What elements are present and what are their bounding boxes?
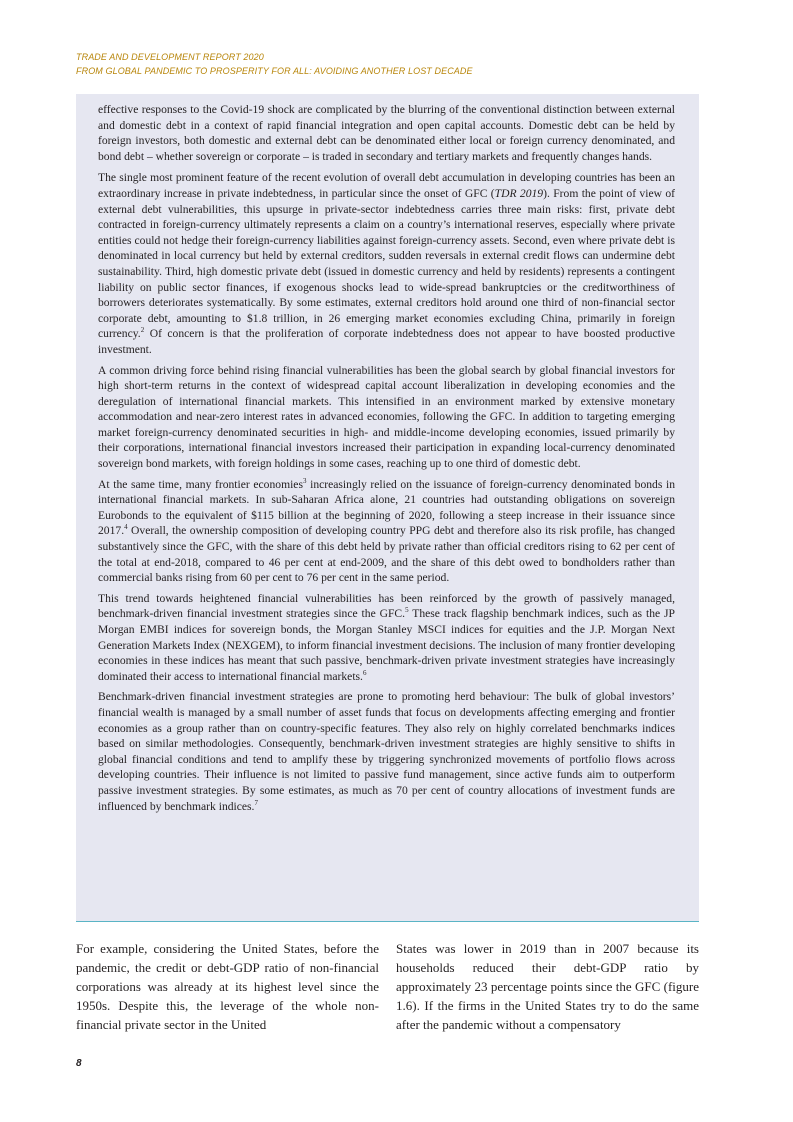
footnote-ref: 2 bbox=[140, 326, 145, 335]
footnote-ref: 6 bbox=[362, 668, 367, 677]
boxed-text-panel bbox=[76, 94, 699, 922]
box-paragraph-1: effective responses to the Covid-19 shock are complicated by the blurring of the conventional distinction between external and domestic debt in a context of rapid financial integration and open capital accounts. Domestic debt can be held by foreign investors, both domestic and external debt can be denominated either local or foreign currency denominated, and bond debt – whether sovereign or corporate – is traded in secondary and tertiary markets and frequently changes hands. bbox=[98, 103, 675, 163]
box-paragraph-6: Benchmark-driven financial investment strategies are prone to promoting herd behaviour: The bulk of global investors’ financial wealth is managed by a small number of asset funds that focus on developments affecting emerging and frontier economies as a group rather than on country-specific features. They also rely on highly correlated benchmarks indices based on similar methodologies. Consequently, benchmark-driven investment strategies are highly sensitive to shifts in global financial conditions and tend to amplify these by triggering synchronized movements of portfolio flows across developing countries. Their influence is not limited to passive fund management, since active funds aim to outperform passive investment strategies. By some estimates, as much as 70 per cent of country allocations of investment funds are influenced by benchmark indices.$^7$ bbox=[98, 690, 675, 813]
box-paragraph-5: This trend towards heightened financial vulnerabilities has been reinforced by the growth of passively managed, benchmark-driven financial investment strategies since the GFC.$^5$ These track flagship benchmark indices, such as the JP Morgan EMBI indices for sovereign bonds, the Morgan Stanley MSCI indices for equities and the J.P. Morgan Next Generation Markets Index (NEXGEM), to inform financial investment decisions. The inclusion of many frontier developing economies in these indices has meant that such passive, benchmark-driven private investment strategies have increasingly dominated their access to international financial markets.$^6$ bbox=[98, 591, 675, 683]
page-number: 8 bbox=[76, 1058, 82, 1069]
box-paragraph-2: The single most prominent feature of the recent evolution of overall debt accumulation in developing countries has been an extraordinary increase in private indebtedness, in particular since the onset of GFC (TDR 2019). From the point of view of external debt vulnerabilities, this upsurge in private-sector indebtedness carries three main risks: first, private debt contracted in foreign-currency ultimately represents a claim on a country’s international reserves, especially where private entities could not hedge their foreign-currency liabilities against foreign-currency assets. Second, even where private debt is denominated in local currency but held by external creditors, sudden reversals in external credit flows can undermine debt sustainability. Third, high domestic private debt (issued in domestic currency and held by residents) represents a contingent liability on public sector finances, if exogenous shocks lead to wide-spread bankruptcies or the creditworthiness of borrowers deteriorates systematically. By some estimates, external creditors hold around one third of non-financial sector corporate debt, amounting to $1.8 trillion, in 26 emerging market economies excluding China, primarily in foreign currency.$^2$ Of concern is that the proliferation of corporate indebtedness does not appear to have boosted productive investment. bbox=[98, 171, 675, 356]
body-column-right: States was lower in 2019 than in 2007 because its households reduced their debt-GDP ratio by approximately 23 percentage points since the GFC (figure 1.6). If the firms in the United States try to do the same after the pandemic without a compensatory bbox=[396, 941, 699, 1032]
footnote-ref: 7 bbox=[254, 798, 258, 807]
footnote-ref: 5 bbox=[405, 606, 409, 615]
box-paragraph-3: A common driving force behind rising financial vulnerabilities has been the global search by global financial investors for high short-term returns in the context of widespread capital account liberalization in developing economies and the deregulation of international financial markets. This intensified in an environment marked by extensive monetary accommodation and near-zero interest rates in advanced economies, following the GFC. In addition to targeting emerging market foreign-currency denominated securities in high- and middle-income developing economies, issued primarily by their corporations, international financial investors increased their participation in expanding local-currency denominated sovereign bond markets, with foreign holdings in some cases, reaching up to one third of domestic debt. bbox=[98, 363, 675, 471]
footnote-ref: 4 bbox=[124, 523, 128, 532]
tdr-citation: TDR 2019 bbox=[494, 186, 544, 200]
box-paragraph-4: At the same time, many frontier economies$^3$ increasingly relied on the issuance of foreign-currency denominated bonds in international financial markets. In sub-Saharan Africa alone, 21 countries had outstanding obligations on sovereign Eurobonds to the equivalent of $115 billion at the beginning of 2020, following a steep increase in their issuance since 2017.$^4$ Overall, the ownership composition of developing country PPG debt and therefore also its risk profile, has changed substantively since the GFC, with the share of this debt held by private rather than official creditors rising to 62 per cent of the total at end-2018, compared to 46 per cent at end-2009, and the share of this debt owed to bondholders rather than commercial banks rising from 60 per cent to 76 per cent in the same period. bbox=[98, 476, 676, 585]
body-column-left: For example, considering the United States, before the pandemic, the credit or debt-GDP ratio of non-financial corporations was already at its highest level since the 1950s. Despite this, the leverage of the whole non-financial private sector in the United bbox=[76, 941, 379, 1032]
body-text-columns bbox=[76, 939, 699, 1034]
footnote-ref: 3 bbox=[302, 476, 307, 485]
running-header-subtitle: FROM GLOBAL PANDEMIC TO PROSPERITY FOR ALL: AVOIDING ANOTHER LOST DECADE bbox=[76, 66, 473, 76]
running-header-title: TRADE AND DEVELOPMENT REPORT 2020 bbox=[76, 52, 264, 62]
